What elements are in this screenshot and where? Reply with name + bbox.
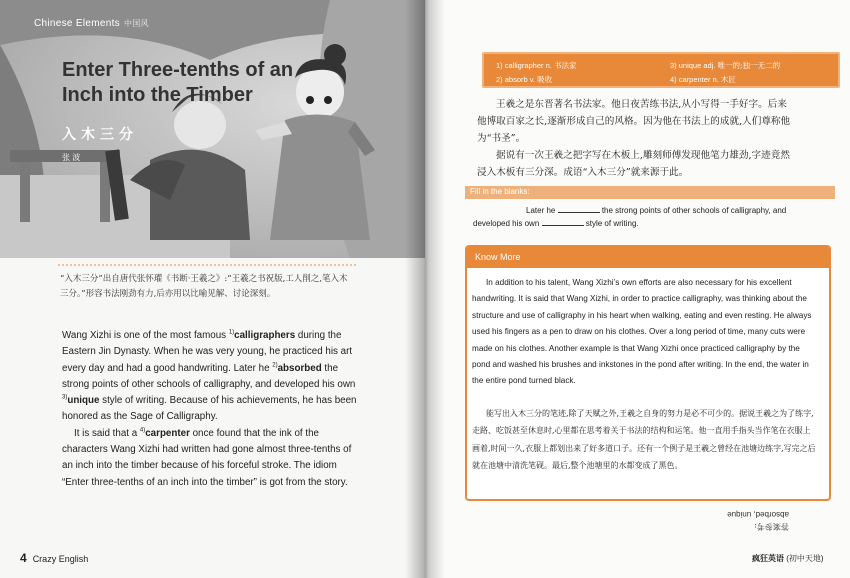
vocab-meaning-cn: 书法家 (553, 61, 577, 70)
know-more-chinese (472, 405, 818, 475)
vocab-word-en: 3) unique adj. (670, 61, 716, 70)
vocab-marker: 3) (62, 394, 68, 401)
vocab-word-en: 2) absorb v. (496, 75, 536, 84)
know-more-title: Know More (475, 252, 521, 262)
vocab-word: absorbed (277, 362, 322, 374)
vocab-word: unique (67, 395, 100, 407)
answer-blank[interactable] (542, 218, 584, 226)
magazine-name: Crazy English (32, 554, 89, 564)
text-run: the strong points of other schools of calligraphy, and developed his own (62, 362, 356, 390)
vocab-marker: 1) (228, 329, 235, 336)
fill-in-label: Fill in the blanks: (470, 187, 530, 196)
page-footer-left (20, 551, 88, 565)
vocab-item (496, 60, 576, 71)
translation-cn (477, 96, 795, 181)
vocab-word: carpenter (145, 427, 190, 439)
author-name: 张 波 (62, 153, 81, 162)
article-body (62, 328, 362, 491)
vocab-marker: 4) (139, 427, 146, 434)
text-run: Wang Xizhi is one of the most famous (62, 330, 229, 341)
vocab-item (496, 74, 552, 85)
fill-in-line (473, 204, 813, 217)
know-more-paragraph: In addition to his talent, Wang Xizhi’s own efforts are also necessary for his excellent handwriting. It is said that Wang Xizhi, in order to practice calligraphy, was thinking about the structure and use of calligraphy in his heart when walking, eating and even resting. He always used his fingers as a pen to draw on his clothes. Over a long period of time, many cuts were made on his clothes. Another example is that Wang Xizhi once practiced calligraphy by the pond and washed his brushes and inkstones in the pond after writing. In the end, the water in the entire pond turned black. (472, 278, 812, 386)
answer-key (717, 508, 789, 532)
fill-in-line (473, 217, 813, 230)
vocab-marker: 2) (272, 362, 278, 369)
text-run: the strong points of other schools of calligraphy, and (601, 206, 787, 215)
text-run: style of writing. Because of his achievements, he has been honored as the Sage of Calligraphy. (62, 395, 357, 423)
text-run: It is said that a (74, 427, 140, 439)
text-run: developed his own (473, 219, 540, 228)
know-more-box (465, 245, 831, 501)
text-run: style of writing. (585, 219, 639, 228)
section-label (34, 18, 149, 29)
answer-key-text: absorbed, unique (727, 510, 789, 519)
vocab-item (670, 74, 736, 85)
vocab-word-en: 4) carpenter n. (670, 75, 719, 84)
translation-paragraph: 据说有一次王羲之把字写在木板上,雕刻师傅发现他笔力雄劲,字迹竟然浸入木板有三分深。成语“入木三分”就来源于此。 (477, 150, 790, 178)
text-run: once found that the ink of the characters Wang Xizhi had written had gone almost three-tenths of an inch into the timber because of his forceful stroke. The idiom “Enter three-tenths of an inch into the timber” is got from the story. (62, 427, 352, 488)
section-label-cn: 中国风 (123, 19, 149, 28)
right-page (425, 0, 850, 578)
vocab-meaning-cn: 吸收 (537, 75, 553, 84)
intro-divider (58, 262, 358, 268)
vocab-word: calligraphers (234, 330, 296, 341)
magazine-edition: (初中天地) (786, 554, 824, 563)
text-run: during the Eastern Jin Dynasty. When he was very young, he practiced his art every day and had a good handwriting. Later he (62, 330, 353, 374)
article-title-cn: 入木三分 (62, 127, 138, 143)
vocab-word-en: 1) calligrapher n. (496, 61, 552, 70)
vocab-item (670, 60, 780, 71)
page-number: 4 (20, 551, 27, 565)
vocab-meaning-cn: 木匠 (720, 75, 736, 84)
fill-in-exercise (473, 204, 813, 230)
answer-blank[interactable] (558, 205, 600, 213)
vocabulary-box (482, 52, 840, 88)
page-footer-right (752, 553, 824, 564)
know-more-header (467, 247, 829, 268)
text-run: Later he (526, 206, 556, 215)
translation-paragraph: 王羲之是东晋著名书法家。他日夜苦练书法,从小写得一手好字。后来他博取百家之长,逐渐形成自己的风格。因为他在书法上的成就,人们尊称他为“书圣”。 (477, 99, 791, 144)
body-paragraph (62, 426, 362, 491)
answer-key-label: 答案参考: (754, 522, 789, 531)
magazine-brand: 疯狂英语 (752, 554, 784, 563)
know-more-paragraph: 能写出入木三分的笔迹,除了天赋之外,王羲之自身的努力是必不可少的。据说王羲之为了练字,走路、吃饭甚至休息时,心里都在思考着关于书法的结构和运笔。他一直用手指头当作笔在衣服上画着,时间一久,衣服上都划出来了好多道口子。还有一个例子是王羲之曾经在池塘边练字,写完之后就在池塘中清洗笔砚。最后,整个池塘里的水都变成了黑色。 (472, 409, 816, 471)
cover-illustration (0, 0, 425, 258)
article-title: Enter Three-tenths of an Inch into the Timber (62, 59, 294, 106)
intro-paragraph-cn: “入木三分”出自唐代张怀瓘《书断·王羲之》:“王羲之书祝版,工人削之,笔入木三分。”形容书法刚劲有力,后亦用以比喻见解、讨论深刻。 (60, 274, 348, 299)
know-more-english (472, 275, 818, 390)
vocab-meaning-cn: 唯一的;独一无二的 (717, 61, 781, 70)
section-label-en: Chinese Elements (34, 18, 120, 29)
body-paragraph (62, 328, 362, 426)
